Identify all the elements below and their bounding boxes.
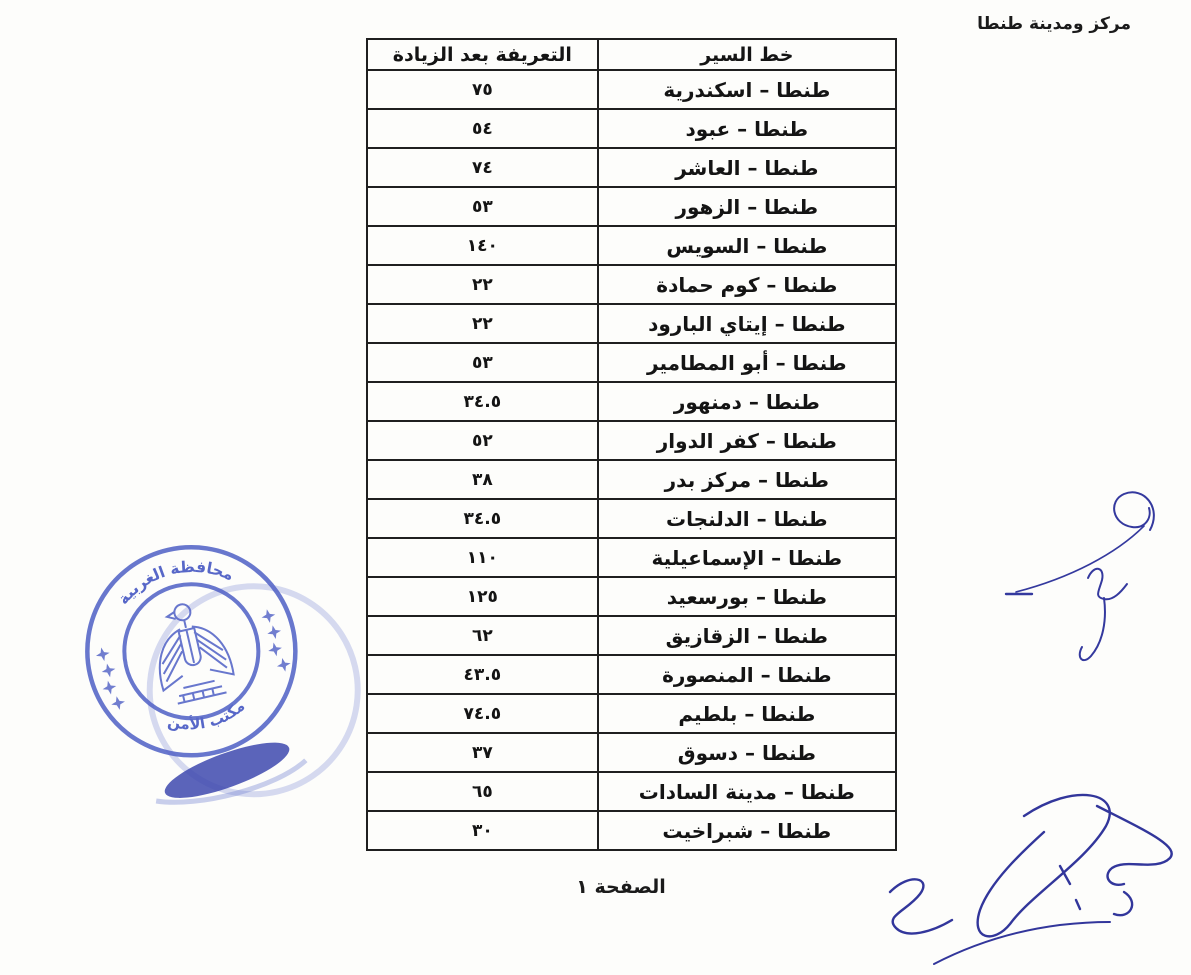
signature-lower — [872, 772, 1191, 975]
region-label: مركز ومدينة طنطا — [977, 14, 1131, 34]
route-cell: طنطا – شبراخيت — [598, 811, 896, 850]
table-row — [367, 70, 896, 109]
table-row — [367, 421, 896, 460]
governorate-stamp-icon — [26, 480, 390, 859]
route-cell: طنطا – مركز بدر — [598, 460, 896, 499]
table-row — [367, 616, 896, 655]
route-cell: طنطا – الزهور — [598, 187, 896, 226]
fare-table — [366, 38, 897, 851]
table-row — [367, 772, 896, 811]
route-cell: طنطا – دمنهور — [598, 382, 896, 421]
tariff-cell: ٥٣ — [367, 187, 598, 226]
table-row — [367, 811, 896, 850]
signature-lower-icon — [872, 772, 1191, 975]
fare-table-body — [367, 70, 896, 850]
tariff-cell: ٣٠ — [367, 811, 598, 850]
stamp-top-text: محافظة الغربية — [114, 557, 237, 608]
stamp-ink-smudge — [147, 728, 309, 811]
route-cell: طنطا – الزقازيق — [598, 616, 896, 655]
tariff-cell: ٢٢ — [367, 265, 598, 304]
table-row — [367, 226, 896, 265]
tariff-cell: ١١٠ — [367, 538, 598, 577]
tariff-cell: ٦٥ — [367, 772, 598, 811]
tariff-cell: ١٤٠ — [367, 226, 598, 265]
tariff-column-header: التعريفة بعد الزيادة — [367, 39, 598, 70]
tariff-cell: ٤٣.٥ — [367, 655, 598, 694]
tariff-cell: ٢٢ — [367, 304, 598, 343]
stamp-bottom-text: مكتب الأمن — [166, 696, 249, 734]
route-cell: طنطا – الدلنجات — [598, 499, 896, 538]
tariff-cell: ٥٢ — [367, 421, 598, 460]
route-cell: طنطا – الإسماعيلية — [598, 538, 896, 577]
svg-text:مكتب الأمن — [163, 695, 251, 741]
table-row — [367, 148, 896, 187]
tariff-cell: ٧٤ — [367, 148, 598, 187]
table-row — [367, 343, 896, 382]
route-cell: طنطا – بورسعيد — [598, 577, 896, 616]
tariff-cell: ١٢٥ — [367, 577, 598, 616]
tariff-cell: ٥٤ — [367, 109, 598, 148]
route-cell: طنطا – المنصورة — [598, 655, 896, 694]
route-cell: طنطا – كوم حمادة — [598, 265, 896, 304]
route-cell: طنطا – إيتاي البارود — [598, 304, 896, 343]
table-row — [367, 655, 896, 694]
route-cell: طنطا – بلطيم — [598, 694, 896, 733]
signature-upper-icon — [992, 466, 1182, 676]
table-row — [367, 460, 896, 499]
tariff-cell: ٣٤.٥ — [367, 499, 598, 538]
tariff-cell: ٣٧ — [367, 733, 598, 772]
table-row — [367, 538, 896, 577]
route-cell: طنطا – اسكندرية — [598, 70, 896, 109]
table-row — [367, 265, 896, 304]
tariff-cell: ٧٥ — [367, 70, 598, 109]
tariff-cell: ٧٤.٥ — [367, 694, 598, 733]
table-row — [367, 733, 896, 772]
svg-text:محافظة الغربية — [109, 546, 240, 610]
route-cell: طنطا – مدينة السادات — [598, 772, 896, 811]
table-row — [367, 304, 896, 343]
table-row — [367, 694, 896, 733]
route-cell: طنطا – دسوق — [598, 733, 896, 772]
tariff-cell: ٣٨ — [367, 460, 598, 499]
route-cell: طنطا – العاشر — [598, 148, 896, 187]
page-number-label: الصفحة ١ — [576, 876, 666, 898]
tariff-cell: ٣٤.٥ — [367, 382, 598, 421]
table-row — [367, 577, 896, 616]
tariff-cell: ٦٢ — [367, 616, 598, 655]
route-cell: طنطا – أبو المطامير — [598, 343, 896, 382]
table-header-row — [367, 39, 896, 70]
route-column-header: خط السير — [598, 39, 896, 70]
table-row — [367, 382, 896, 421]
route-cell: طنطا – كفر الدوار — [598, 421, 896, 460]
table-row — [367, 499, 896, 538]
tariff-cell: ٥٣ — [367, 343, 598, 382]
table-row — [367, 187, 896, 226]
table-row — [367, 109, 896, 148]
official-stamp — [26, 480, 390, 859]
route-cell: طنطا – عبود — [598, 109, 896, 148]
signature-upper — [992, 466, 1182, 676]
route-cell: طنطا – السويس — [598, 226, 896, 265]
